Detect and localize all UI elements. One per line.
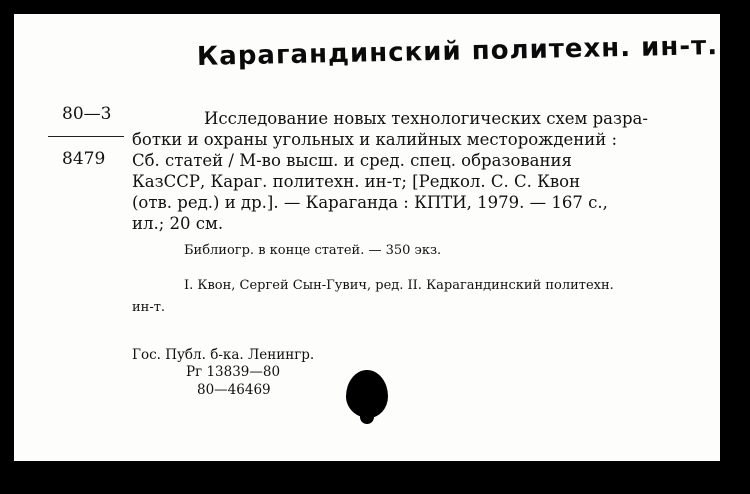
- body-line: КазССР, Караг. политехн. ин-т; [Редкол. С. С. Квон: [132, 172, 581, 191]
- body-line: Исследование новых технологических схем разра-: [204, 109, 648, 128]
- library-stamp-line: 80—46469: [197, 382, 271, 398]
- library-stamp-line: Рг 13839—80: [186, 364, 281, 380]
- body-line: ил.; 20 см.: [132, 214, 224, 233]
- tracing-line: ин-т.: [132, 300, 166, 315]
- accession-number: 8479: [62, 149, 106, 169]
- body-line: ботки и охраны угольных и калийных месторождений :: [132, 130, 618, 149]
- library-stamp-line: Гос. Публ. б-ка. Ленингр.: [132, 347, 315, 363]
- call-number-divider: [48, 136, 124, 137]
- body-line: (отв. ред.) и др.]. — Караганда : КПТИ, 1979. — 167 с.,: [132, 193, 608, 212]
- handwritten-heading: Карагандинский политехн. ин-т.: [196, 31, 719, 72]
- tracing-line: I. Квон, Сергей Сын-Гувич, ред. II. Карагандинский политехн.: [184, 278, 614, 293]
- ink-blot-tail: [360, 410, 374, 424]
- call-number: 80—3: [62, 104, 112, 124]
- body-line: Сб. статей / М-во высш. и сред. спец. образования: [132, 151, 572, 170]
- bibliography-note: Библиогр. в конце статей. — 350 экз.: [184, 243, 442, 258]
